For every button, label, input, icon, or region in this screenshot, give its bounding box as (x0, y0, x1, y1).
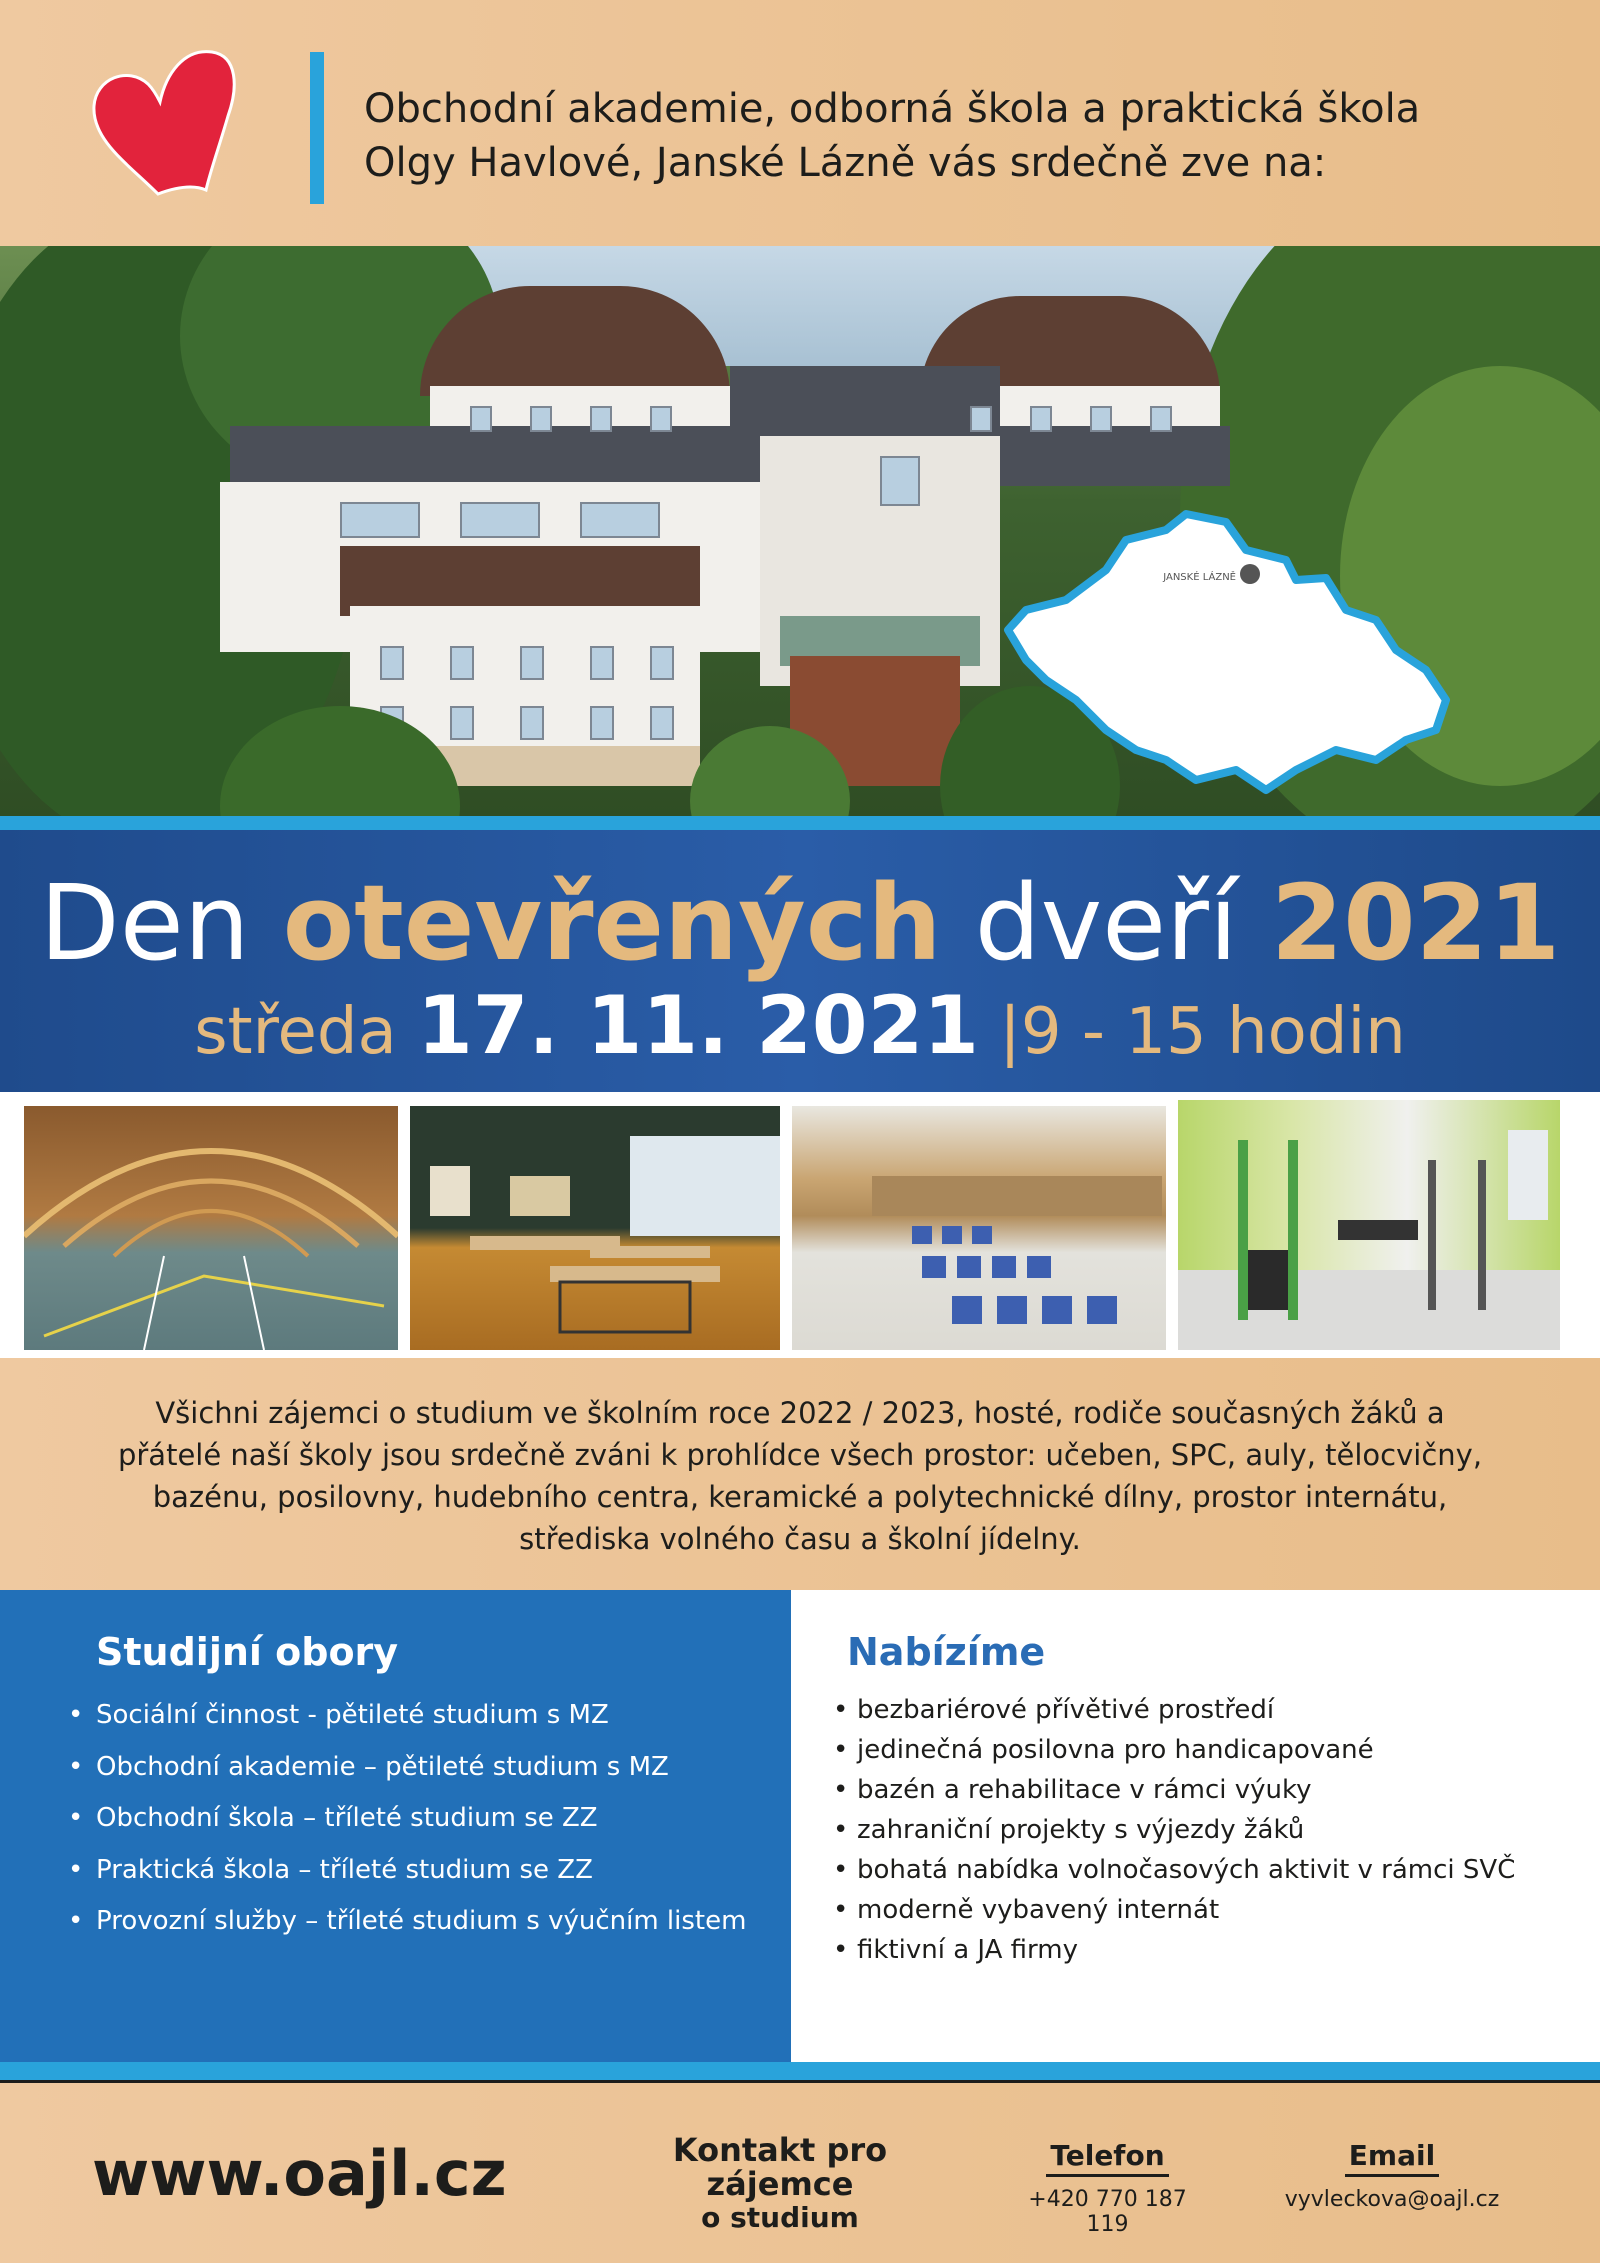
window (460, 502, 540, 538)
email-block (1276, 2139, 1508, 2212)
list-item: • Provozní služby – tříleté studium s výučním listem (96, 1896, 746, 1948)
blue-stripe-bottom (0, 2062, 1600, 2080)
study-programs-title: Studijní obory (96, 1630, 399, 1674)
window (450, 706, 474, 740)
window (1090, 406, 1112, 432)
offers-list (857, 1690, 1515, 1970)
map-label: JANSKÉ LÁZNĚ (1163, 572, 1236, 583)
offers (791, 1590, 1600, 2062)
list-item: • jedinečná posilovna pro handicapované (857, 1730, 1515, 1770)
window (1030, 406, 1052, 432)
window (520, 646, 544, 680)
window (530, 406, 552, 432)
school-photo (0, 246, 1600, 816)
header-line-1: Obchodní akademie, odborná škola a praktická škola (364, 86, 1421, 132)
list-item: • Obchodní škola – tříleté studium se ZZ (96, 1793, 746, 1845)
header-accent-bar (310, 52, 324, 204)
header (0, 0, 1600, 246)
window (880, 456, 920, 506)
list-item: • bohatá nabídka volnočasových aktivit v rámci SVČ (857, 1850, 1515, 1890)
event-hours: 9 - 15 hodin (1020, 995, 1406, 1069)
heart-logo-icon (88, 44, 240, 204)
email-address[interactable]: vyvleckova@oajl.cz (1284, 2187, 1500, 2212)
event-title (0, 858, 1600, 988)
list-item: • bezbariérové přívětivé prostředí (857, 1690, 1515, 1730)
list-item: • bazén a rehabilitace v rámci výuky (857, 1770, 1515, 1810)
roof-tower (730, 366, 1000, 446)
list-item: • moderně vybavený internát (857, 1890, 1515, 1930)
window (590, 646, 614, 680)
title-word-den: Den (39, 862, 250, 984)
window (520, 706, 544, 740)
contact-line-2: o studium (701, 2201, 859, 2234)
offers-title: Nabízíme (847, 1630, 1046, 1674)
photo-fitness (1178, 1100, 1560, 1350)
event-date (0, 980, 1600, 1078)
header-text (364, 82, 1420, 190)
contact-heading (600, 2133, 960, 2235)
event-day: středa (194, 995, 397, 1069)
title-band (0, 830, 1600, 1092)
window (650, 706, 674, 740)
email-label: Email (1345, 2139, 1439, 2177)
phone-label: Telefon (1046, 2139, 1168, 2177)
title-word-otevrenych: otevřených (282, 862, 942, 984)
window (380, 646, 404, 680)
window (1150, 406, 1172, 432)
invitation-section (0, 1358, 1600, 1590)
window (340, 502, 420, 538)
invitation-text: Všichni zájemci o studium ve školním roce 2022 / 2023, hosté, rodiče současných žáků a přátelé naší školy jsou srdečně zváni k prohlídce všech prostor: učeben, SPC, auly, tělocvičny, bazénu, posilovny, hudebního centra, keramické a polytechnické dílny, prostor internátu, střediska volného času a školní jídelny. (117, 1396, 1483, 1556)
title-word-dveri: dveří (974, 862, 1238, 984)
blue-stripe-top (0, 816, 1600, 830)
header-line-2: Olgy Havlové, Janské Lázně vás srdečně zve na: (364, 140, 1327, 186)
footer (0, 2083, 1600, 2263)
window (580, 502, 660, 538)
list-item: • fiktivní a JA firmy (857, 1930, 1515, 1970)
window (650, 406, 672, 432)
window (650, 646, 674, 680)
photo-gym (24, 1106, 398, 1350)
window (590, 406, 612, 432)
list-item: • Praktická škola – tříleté studium se ZZ (96, 1845, 746, 1897)
date-separator: | (999, 995, 1021, 1069)
title-word-year: 2021 (1270, 862, 1561, 984)
window (970, 406, 992, 432)
list-item: • Sociální činnost - pětileté studium s MZ (96, 1690, 746, 1742)
study-programs-list (96, 1690, 746, 1948)
photo-row (0, 1092, 1600, 1358)
list-item: • Obchodní akademie – pětileté studium s MZ (96, 1742, 746, 1794)
window (590, 706, 614, 740)
list-item: • zahraniční projekty s výjezdy žáků (857, 1810, 1515, 1850)
window (470, 406, 492, 432)
phone-number[interactable]: +420 770 187 119 (1028, 2187, 1187, 2237)
contact-line-1: Kontakt pro zájemce (672, 2131, 888, 2203)
window (450, 646, 474, 680)
phone-block (1020, 2139, 1195, 2237)
website-link[interactable]: www.oajl.cz (92, 2137, 507, 2210)
event-date-number: 17. 11. 2021 (417, 979, 979, 1072)
czech-republic-map-icon (996, 500, 1456, 800)
photo-hall (792, 1106, 1166, 1350)
photo-classroom (410, 1106, 780, 1350)
study-programs (0, 1590, 791, 2062)
